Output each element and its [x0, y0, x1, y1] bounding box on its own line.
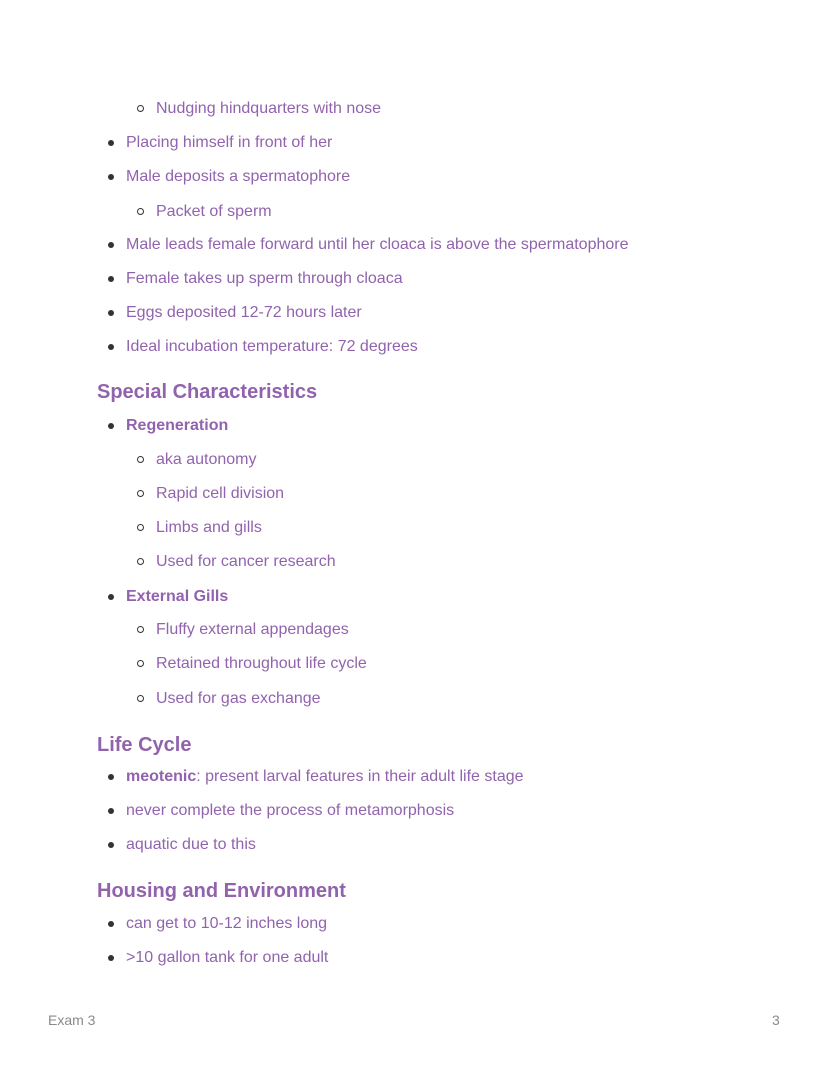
- list-item: [126, 167, 350, 187]
- list-item-text: Ideal incubation temperature: 72 degrees: [126, 338, 418, 355]
- list-item-text: Used for gas exchange: [156, 690, 321, 707]
- section-heading-special-characteristics: Special Characteristics: [97, 381, 318, 403]
- list-item: [156, 484, 284, 504]
- list-item: [126, 767, 524, 787]
- list-item: [156, 654, 367, 674]
- list-item: [126, 587, 228, 607]
- list-item-label-regeneration: Regeneration: [126, 417, 229, 434]
- list-item-text: Female takes up sperm through cloaca: [126, 270, 403, 287]
- disc-bullet-icon: [108, 774, 114, 780]
- list-item: [126, 801, 454, 821]
- list-item-text: Male deposits a spermatophore: [126, 168, 351, 185]
- footer-title: Exam 3: [48, 1012, 96, 1028]
- circle-bullet-icon: [137, 660, 144, 667]
- circle-bullet-icon: [137, 558, 144, 565]
- disc-bullet-icon: [108, 423, 114, 429]
- disc-bullet-icon: [108, 276, 114, 282]
- disc-bullet-icon: [108, 174, 114, 180]
- disc-bullet-icon: [108, 310, 114, 316]
- disc-bullet-icon: [108, 921, 114, 927]
- list-item-text: Used for cancer research: [156, 553, 336, 570]
- disc-bullet-icon: [108, 140, 114, 146]
- list-item: [126, 914, 327, 934]
- disc-bullet-icon: [108, 594, 114, 600]
- section-heading-housing-and-environment: Housing and Environment: [97, 880, 346, 902]
- list-item: [126, 948, 328, 968]
- disc-bullet-icon: [108, 842, 114, 848]
- term-meotenic: meotenic: [126, 768, 197, 785]
- list-item-text: aka autonomy: [156, 451, 257, 468]
- list-item: [156, 450, 257, 470]
- disc-bullet-icon: [108, 344, 114, 350]
- circle-bullet-icon: [137, 524, 144, 531]
- section-heading-life-cycle: Life Cycle: [97, 734, 192, 756]
- list-item: [156, 518, 262, 538]
- circle-bullet-icon: [137, 626, 144, 633]
- circle-bullet-icon: [137, 490, 144, 497]
- list-item-label-external-gills: External Gills: [126, 588, 229, 605]
- list-item-text: Placing himself in front of her: [126, 134, 333, 151]
- list-item: [126, 269, 403, 289]
- list-item: [156, 689, 321, 709]
- list-item: [156, 202, 272, 222]
- circle-bullet-icon: [137, 695, 144, 702]
- list-item-text: can get to 10-12 inches long: [126, 915, 328, 932]
- list-item: [126, 835, 256, 855]
- list-item: [156, 552, 336, 572]
- list-item-text: Fluffy external appendages: [156, 621, 349, 638]
- list-item: [126, 337, 418, 357]
- list-item: [126, 133, 332, 153]
- page-number: 3: [772, 1012, 780, 1028]
- list-item: [126, 235, 629, 255]
- disc-bullet-icon: [108, 808, 114, 814]
- list-item-text: >10 gallon tank for one adult: [126, 949, 329, 966]
- list-item: [126, 416, 228, 436]
- list-item: [156, 620, 349, 640]
- disc-bullet-icon: [108, 242, 114, 248]
- list-item-text: Eggs deposited 12-72 hours later: [126, 304, 362, 321]
- list-item-text: Rapid cell division: [156, 485, 285, 502]
- list-item: [156, 99, 381, 119]
- list-item-text: aquatic due to this: [126, 836, 256, 853]
- list-item-text: Limbs and gills: [156, 519, 262, 536]
- list-item-text: Packet of sperm: [156, 203, 272, 220]
- circle-bullet-icon: [137, 456, 144, 463]
- disc-bullet-icon: [108, 955, 114, 961]
- list-item-text: never complete the process of metamorphosis: [126, 802, 455, 819]
- list-item: [126, 303, 362, 323]
- list-item-text: Male leads female forward until her cloaca is above the spermatophore: [126, 236, 629, 253]
- list-item-text: Nudging hindquarters with nose: [156, 100, 382, 117]
- term-definition: : present larval features in their adult life stage: [196, 768, 524, 785]
- circle-bullet-icon: [137, 208, 144, 215]
- list-item-text: Retained throughout life cycle: [156, 655, 367, 672]
- circle-bullet-icon: [137, 105, 144, 112]
